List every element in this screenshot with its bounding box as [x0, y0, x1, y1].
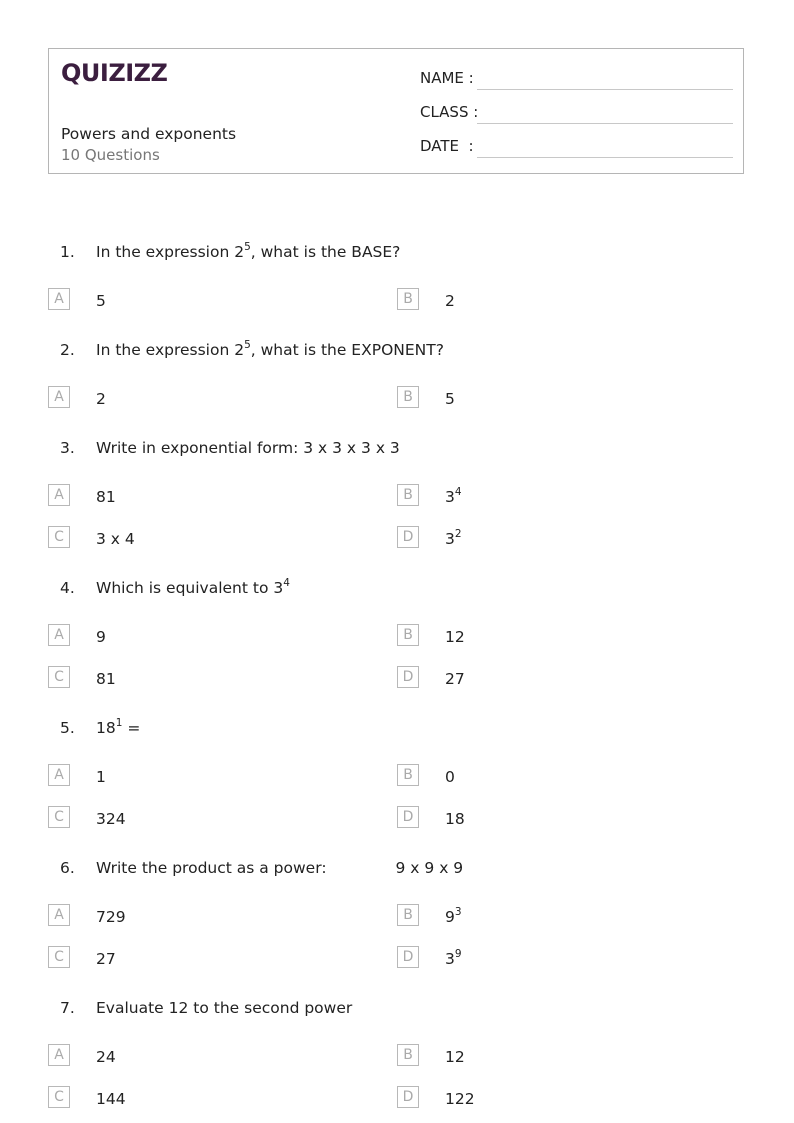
option-value-base: 0 [445, 768, 455, 786]
question-count: 10 Questions [61, 146, 160, 164]
option-letter-box[interactable]: C [48, 1086, 70, 1108]
option-value [96, 292, 106, 310]
question-text [96, 999, 352, 1017]
option-value-base: 3 [445, 530, 455, 548]
option-letter-box[interactable]: A [48, 624, 70, 646]
option-value [96, 488, 116, 506]
question-number: 1. [60, 243, 75, 261]
option-value-base: 729 [96, 908, 126, 926]
date-line [477, 157, 733, 158]
option-value [96, 768, 106, 786]
option-exponent: 4 [454, 486, 462, 498]
option-value-base: 3 [445, 950, 455, 968]
question-text-main: Evaluate 12 to the second power [96, 999, 353, 1017]
option-value-base: 3 x 4 [96, 530, 135, 548]
option-value-base: 122 [445, 1090, 475, 1108]
option-value [445, 1090, 475, 1108]
option-value [96, 908, 126, 926]
option-letter-box[interactable]: B [397, 1044, 419, 1066]
option-value [445, 810, 465, 828]
option-letter-box[interactable]: D [397, 526, 419, 548]
option-exponent: 9 [454, 948, 462, 960]
option-value-base: 9 [445, 908, 455, 926]
option-value [445, 670, 465, 688]
class-line [477, 123, 733, 124]
question-text [96, 341, 444, 359]
option-letter-box[interactable]: A [48, 386, 70, 408]
option-value-base: 81 [96, 670, 116, 688]
option-value-base: 1 [96, 768, 106, 786]
option-value-base: 27 [96, 950, 116, 968]
question-text-main: Write in exponential form: 3 x 3 x 3 x 3 [96, 439, 400, 457]
option-value-base: 5 [445, 390, 455, 408]
question-exponent: 5 [244, 241, 251, 253]
option-exponent: 3 [454, 906, 462, 918]
option-value-base: 24 [96, 1048, 116, 1066]
class-label: CLASS : [420, 103, 479, 121]
option-letter-box[interactable]: A [48, 904, 70, 926]
option-value [445, 292, 455, 310]
option-value-base: 9 [96, 628, 106, 646]
question-exponent: 1 [115, 717, 123, 729]
quizizz-logo: QUIZIZZ [61, 59, 168, 87]
name-field [420, 69, 474, 87]
question-number: 3. [60, 439, 75, 457]
question-exponent: 5 [244, 339, 251, 351]
date-label: DATE : [420, 137, 474, 155]
question-text-tail: , what is the BASE? [250, 243, 401, 261]
option-letter-box[interactable]: B [397, 484, 419, 506]
option-value [96, 670, 116, 688]
name-label: NAME : [420, 69, 474, 87]
option-value [445, 908, 462, 926]
option-value [96, 950, 116, 968]
option-letter-box[interactable]: B [397, 904, 419, 926]
option-value-base: 2 [96, 390, 106, 408]
option-value [96, 810, 126, 828]
option-letter-box[interactable]: C [48, 946, 70, 968]
option-value-base: 5 [96, 292, 106, 310]
question-number: 4. [60, 579, 75, 597]
option-value [96, 530, 135, 548]
option-letter-box[interactable]: A [48, 288, 70, 310]
option-value [445, 530, 462, 548]
option-value-base: 81 [96, 488, 116, 506]
question-text [96, 859, 463, 877]
option-value-base: 144 [96, 1090, 126, 1108]
option-value [445, 488, 462, 506]
option-letter-box[interactable]: A [48, 764, 70, 786]
option-value-base: 3 [445, 488, 455, 506]
option-exponent: 2 [454, 528, 462, 540]
name-line [477, 89, 733, 90]
option-value [96, 1048, 116, 1066]
worksheet-header [48, 48, 744, 174]
option-letter-box[interactable]: B [397, 386, 419, 408]
option-value-base: 27 [445, 670, 465, 688]
question-text-main: 18 [96, 719, 116, 737]
question-number: 6. [60, 859, 75, 877]
date-field [420, 137, 474, 155]
option-value-base: 12 [445, 1048, 465, 1066]
class-field [420, 103, 478, 121]
option-letter-box[interactable]: C [48, 666, 70, 688]
question-text-main: Which is equivalent to 3 [96, 579, 284, 597]
question-text [96, 243, 400, 261]
option-value [445, 628, 465, 646]
worksheet-title: Powers and exponents [61, 125, 237, 143]
option-letter-box[interactable]: D [397, 666, 419, 688]
option-letter-box[interactable]: A [48, 484, 70, 506]
option-letter-box[interactable]: C [48, 526, 70, 548]
option-value [96, 1090, 126, 1108]
option-letter-box[interactable]: A [48, 1044, 70, 1066]
question-text-main: Write the product as a power: 9 x 9 x 9 [96, 859, 464, 877]
option-value [445, 768, 455, 786]
option-letter-box[interactable]: D [397, 806, 419, 828]
question-text-tail: , what is the EXPONENT? [250, 341, 444, 359]
option-value [445, 950, 462, 968]
option-letter-box[interactable]: B [397, 624, 419, 646]
option-value-base: 12 [445, 628, 465, 646]
option-letter-box[interactable]: C [48, 806, 70, 828]
option-value-base: 324 [96, 810, 126, 828]
question-text-tail: = [122, 719, 141, 737]
option-value [445, 390, 455, 408]
option-letter-box[interactable]: B [397, 764, 419, 786]
question-text-main: In the expression 2 [96, 341, 245, 359]
question-text [96, 579, 290, 597]
question-exponent: 4 [283, 577, 290, 589]
question-text [96, 719, 140, 737]
option-letter-box[interactable]: B [397, 288, 419, 310]
question-number: 5. [60, 719, 75, 737]
option-value-base: 18 [445, 810, 465, 828]
option-letter-box[interactable]: D [397, 1086, 419, 1108]
question-text-main: In the expression 2 [96, 243, 245, 261]
question-text [96, 439, 400, 457]
option-value-base: 2 [445, 292, 455, 310]
option-value [445, 1048, 465, 1066]
option-value [96, 628, 106, 646]
question-number: 2. [60, 341, 75, 359]
option-value [96, 390, 106, 408]
option-letter-box[interactable]: D [397, 946, 419, 968]
question-number: 7. [60, 999, 75, 1017]
